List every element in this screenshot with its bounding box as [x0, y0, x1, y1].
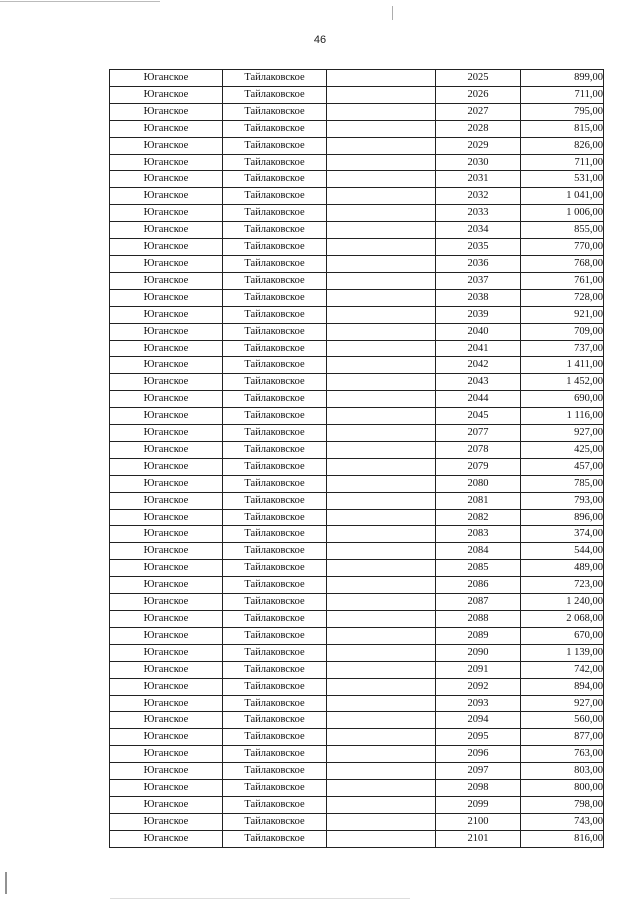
note-cell	[327, 154, 436, 171]
area-cell: 815,00	[521, 120, 604, 137]
note-cell	[327, 509, 436, 526]
table-row	[110, 644, 604, 661]
plot-number-cell: 2027	[436, 103, 521, 120]
area-cell: 2 068,00	[521, 611, 604, 628]
note-cell	[327, 239, 436, 256]
area-cell: 743,00	[521, 813, 604, 830]
table-row	[110, 86, 604, 103]
forestry-cell: Тайлаковское	[223, 458, 327, 475]
plot-number-cell: 2025	[436, 70, 521, 87]
forestry-cell: Тайлаковское	[223, 678, 327, 695]
note-cell	[327, 458, 436, 475]
plot-number-cell: 2099	[436, 796, 521, 813]
note-cell	[327, 492, 436, 509]
region-cell: Юганское	[110, 255, 223, 272]
forestry-cell: Тайлаковское	[223, 560, 327, 577]
region-cell: Юганское	[110, 746, 223, 763]
note-cell	[327, 695, 436, 712]
plot-number-cell: 2098	[436, 780, 521, 797]
region-cell: Юганское	[110, 695, 223, 712]
area-cell: 1 411,00	[521, 357, 604, 374]
plot-number-cell: 2078	[436, 441, 521, 458]
note-cell	[327, 340, 436, 357]
plot-number-cell: 2029	[436, 137, 521, 154]
table-row	[110, 475, 604, 492]
area-cell: 763,00	[521, 746, 604, 763]
region-cell: Юганское	[110, 560, 223, 577]
note-cell	[327, 441, 436, 458]
plot-number-cell: 2082	[436, 509, 521, 526]
forestry-cell: Тайлаковское	[223, 374, 327, 391]
forestry-cell: Тайлаковское	[223, 70, 327, 87]
forestry-cell: Тайлаковское	[223, 205, 327, 222]
region-cell: Юганское	[110, 188, 223, 205]
plot-number-cell: 2040	[436, 323, 521, 340]
forestry-cell: Тайлаковское	[223, 611, 327, 628]
note-cell	[327, 357, 436, 374]
table-row	[110, 813, 604, 830]
note-cell	[327, 408, 436, 425]
forestry-cell: Тайлаковское	[223, 746, 327, 763]
plot-number-cell: 2034	[436, 222, 521, 239]
table-row	[110, 712, 604, 729]
table-row	[110, 458, 604, 475]
plot-number-cell: 2037	[436, 272, 521, 289]
note-cell	[327, 644, 436, 661]
table-row	[110, 543, 604, 560]
table-row	[110, 509, 604, 526]
area-cell: 855,00	[521, 222, 604, 239]
plot-number-cell: 2093	[436, 695, 521, 712]
region-cell: Юганское	[110, 661, 223, 678]
plot-number-cell: 2036	[436, 255, 521, 272]
plot-number-cell: 2028	[436, 120, 521, 137]
region-cell: Юганское	[110, 70, 223, 87]
area-cell: 711,00	[521, 86, 604, 103]
area-cell: 544,00	[521, 543, 604, 560]
region-cell: Юганское	[110, 323, 223, 340]
forestry-cell: Тайлаковское	[223, 475, 327, 492]
note-cell	[327, 70, 436, 87]
table-row	[110, 441, 604, 458]
table-row	[110, 120, 604, 137]
area-cell: 1 139,00	[521, 644, 604, 661]
region-cell: Юганское	[110, 729, 223, 746]
page-number: 46	[313, 34, 327, 46]
table-row	[110, 678, 604, 695]
plot-number-cell: 2097	[436, 763, 521, 780]
region-cell: Юганское	[110, 526, 223, 543]
plot-number-cell: 2043	[436, 374, 521, 391]
table-row	[110, 272, 604, 289]
note-cell	[327, 627, 436, 644]
region-cell: Юганское	[110, 222, 223, 239]
region-cell: Юганское	[110, 408, 223, 425]
area-cell: 425,00	[521, 441, 604, 458]
table-row	[110, 255, 604, 272]
region-cell: Юганское	[110, 441, 223, 458]
region-cell: Юганское	[110, 340, 223, 357]
note-cell	[327, 475, 436, 492]
note-cell	[327, 796, 436, 813]
scan-artifact-left-edge	[5, 872, 7, 894]
note-cell	[327, 526, 436, 543]
region-cell: Юганское	[110, 374, 223, 391]
area-cell: 560,00	[521, 712, 604, 729]
forestry-cell: Тайлаковское	[223, 695, 327, 712]
plot-number-cell: 2101	[436, 830, 521, 847]
area-cell: 670,00	[521, 627, 604, 644]
plot-number-cell: 2092	[436, 678, 521, 695]
plot-number-cell: 2091	[436, 661, 521, 678]
region-cell: Юганское	[110, 391, 223, 408]
plot-number-cell: 2089	[436, 627, 521, 644]
note-cell	[327, 594, 436, 611]
plot-number-cell: 2080	[436, 475, 521, 492]
area-cell: 709,00	[521, 323, 604, 340]
plot-number-cell: 2031	[436, 171, 521, 188]
note-cell	[327, 746, 436, 763]
plot-number-cell: 2032	[436, 188, 521, 205]
region-cell: Юганское	[110, 830, 223, 847]
region-cell: Юганское	[110, 137, 223, 154]
plot-number-cell: 2039	[436, 306, 521, 323]
note-cell	[327, 272, 436, 289]
area-cell: 1 041,00	[521, 188, 604, 205]
region-cell: Юганское	[110, 458, 223, 475]
plot-number-cell: 2038	[436, 289, 521, 306]
table-row	[110, 763, 604, 780]
area-cell: 374,00	[521, 526, 604, 543]
note-cell	[327, 611, 436, 628]
plot-number-cell: 2077	[436, 425, 521, 442]
plot-number-cell: 2041	[436, 340, 521, 357]
region-cell: Юганское	[110, 272, 223, 289]
table-row	[110, 577, 604, 594]
note-cell	[327, 763, 436, 780]
table-row	[110, 796, 604, 813]
table-row	[110, 357, 604, 374]
table-row	[110, 103, 604, 120]
plot-number-cell: 2084	[436, 543, 521, 560]
table-row	[110, 222, 604, 239]
table-row	[110, 323, 604, 340]
note-cell	[327, 729, 436, 746]
note-cell	[327, 813, 436, 830]
region-cell: Юганское	[110, 306, 223, 323]
region-cell: Юганское	[110, 577, 223, 594]
forestry-cell: Тайлаковское	[223, 391, 327, 408]
forestry-cell: Тайлаковское	[223, 661, 327, 678]
area-cell: 737,00	[521, 340, 604, 357]
plot-number-cell: 2083	[436, 526, 521, 543]
plot-number-cell: 2087	[436, 594, 521, 611]
forestry-cell: Тайлаковское	[223, 796, 327, 813]
area-cell: 723,00	[521, 577, 604, 594]
plot-number-cell: 2079	[436, 458, 521, 475]
forestry-cell: Тайлаковское	[223, 780, 327, 797]
area-cell: 489,00	[521, 560, 604, 577]
area-cell: 826,00	[521, 137, 604, 154]
plot-number-cell: 2095	[436, 729, 521, 746]
plot-number-cell: 2042	[436, 357, 521, 374]
table-row	[110, 188, 604, 205]
region-cell: Юганское	[110, 289, 223, 306]
forestry-cell: Тайлаковское	[223, 594, 327, 611]
table-row	[110, 830, 604, 847]
forestry-cell: Тайлаковское	[223, 425, 327, 442]
forestry-cell: Тайлаковское	[223, 171, 327, 188]
area-cell: 927,00	[521, 425, 604, 442]
region-cell: Юганское	[110, 239, 223, 256]
forestry-cell: Тайлаковское	[223, 154, 327, 171]
forestry-cell: Тайлаковское	[223, 441, 327, 458]
note-cell	[327, 830, 436, 847]
area-cell: 1 006,00	[521, 205, 604, 222]
area-cell: 894,00	[521, 678, 604, 695]
forestry-cell: Тайлаковское	[223, 729, 327, 746]
forestry-cell: Тайлаковское	[223, 188, 327, 205]
area-cell: 728,00	[521, 289, 604, 306]
plot-number-cell: 2094	[436, 712, 521, 729]
area-cell: 803,00	[521, 763, 604, 780]
area-cell: 770,00	[521, 239, 604, 256]
note-cell	[327, 103, 436, 120]
scan-artifact-bottom	[110, 898, 410, 899]
forestry-cell: Тайлаковское	[223, 408, 327, 425]
note-cell	[327, 306, 436, 323]
region-cell: Юганское	[110, 813, 223, 830]
forestry-cell: Тайлаковское	[223, 712, 327, 729]
note-cell	[327, 289, 436, 306]
table-row	[110, 408, 604, 425]
region-cell: Юганское	[110, 712, 223, 729]
forestry-cell: Тайлаковское	[223, 627, 327, 644]
note-cell	[327, 86, 436, 103]
forestry-cell: Тайлаковское	[223, 222, 327, 239]
table-row	[110, 661, 604, 678]
region-cell: Юганское	[110, 120, 223, 137]
area-cell: 711,00	[521, 154, 604, 171]
region-cell: Юганское	[110, 509, 223, 526]
area-cell: 793,00	[521, 492, 604, 509]
area-cell: 1 452,00	[521, 374, 604, 391]
plot-number-cell: 2088	[436, 611, 521, 628]
forestry-cell: Тайлаковское	[223, 577, 327, 594]
area-cell: 768,00	[521, 255, 604, 272]
table-row	[110, 627, 604, 644]
note-cell	[327, 188, 436, 205]
scan-artifact-top-left	[0, 1, 160, 2]
region-cell: Юганское	[110, 594, 223, 611]
note-cell	[327, 120, 436, 137]
scan-artifact-top-right	[392, 6, 393, 20]
area-cell: 1 116,00	[521, 408, 604, 425]
note-cell	[327, 661, 436, 678]
area-cell: 798,00	[521, 796, 604, 813]
plot-number-cell: 2096	[436, 746, 521, 763]
area-cell: 899,00	[521, 70, 604, 87]
note-cell	[327, 323, 436, 340]
area-cell: 690,00	[521, 391, 604, 408]
region-cell: Юганское	[110, 103, 223, 120]
plot-number-cell: 2085	[436, 560, 521, 577]
forestry-cell: Тайлаковское	[223, 492, 327, 509]
area-cell: 785,00	[521, 475, 604, 492]
note-cell	[327, 560, 436, 577]
table-row	[110, 560, 604, 577]
plot-number-cell: 2090	[436, 644, 521, 661]
table-row	[110, 526, 604, 543]
note-cell	[327, 678, 436, 695]
area-cell: 927,00	[521, 695, 604, 712]
forestry-cell: Тайлаковское	[223, 103, 327, 120]
note-cell	[327, 374, 436, 391]
forestry-cell: Тайлаковское	[223, 543, 327, 560]
table-row	[110, 746, 604, 763]
table-row	[110, 70, 604, 87]
region-cell: Юганское	[110, 492, 223, 509]
area-cell: 761,00	[521, 272, 604, 289]
note-cell	[327, 543, 436, 560]
region-cell: Юганское	[110, 796, 223, 813]
forestry-cell: Тайлаковское	[223, 255, 327, 272]
note-cell	[327, 425, 436, 442]
table-row	[110, 154, 604, 171]
note-cell	[327, 712, 436, 729]
region-cell: Юганское	[110, 425, 223, 442]
forestry-cell: Тайлаковское	[223, 120, 327, 137]
note-cell	[327, 577, 436, 594]
forestry-cell: Тайлаковское	[223, 340, 327, 357]
area-cell: 921,00	[521, 306, 604, 323]
table-body	[110, 70, 604, 848]
region-cell: Юганское	[110, 627, 223, 644]
plot-number-cell: 2026	[436, 86, 521, 103]
region-cell: Юганское	[110, 780, 223, 797]
plot-number-cell: 2030	[436, 154, 521, 171]
forestry-cell: Тайлаковское	[223, 813, 327, 830]
forestry-cell: Тайлаковское	[223, 306, 327, 323]
area-cell: 795,00	[521, 103, 604, 120]
note-cell	[327, 391, 436, 408]
note-cell	[327, 255, 436, 272]
plot-number-cell: 2081	[436, 492, 521, 509]
table-row	[110, 594, 604, 611]
note-cell	[327, 205, 436, 222]
table-row	[110, 391, 604, 408]
forestry-cell: Тайлаковское	[223, 272, 327, 289]
region-cell: Юганское	[110, 611, 223, 628]
area-cell: 816,00	[521, 830, 604, 847]
area-cell: 531,00	[521, 171, 604, 188]
table-row	[110, 306, 604, 323]
area-cell: 800,00	[521, 780, 604, 797]
region-cell: Юганское	[110, 357, 223, 374]
region-cell: Юганское	[110, 154, 223, 171]
note-cell	[327, 171, 436, 188]
note-cell	[327, 222, 436, 239]
land-plot-table	[109, 69, 604, 848]
plot-number-cell: 2044	[436, 391, 521, 408]
note-cell	[327, 137, 436, 154]
table-row	[110, 492, 604, 509]
region-cell: Юганское	[110, 86, 223, 103]
area-cell: 1 240,00	[521, 594, 604, 611]
forestry-cell: Тайлаковское	[223, 239, 327, 256]
plot-number-cell: 2100	[436, 813, 521, 830]
region-cell: Юганское	[110, 644, 223, 661]
plot-number-cell: 2086	[436, 577, 521, 594]
table-row	[110, 239, 604, 256]
plot-number-cell: 2045	[436, 408, 521, 425]
table-row	[110, 780, 604, 797]
region-cell: Юганское	[110, 205, 223, 222]
area-cell: 877,00	[521, 729, 604, 746]
region-cell: Юганское	[110, 543, 223, 560]
forestry-cell: Тайлаковское	[223, 830, 327, 847]
forestry-cell: Тайлаковское	[223, 509, 327, 526]
table-row	[110, 289, 604, 306]
region-cell: Юганское	[110, 763, 223, 780]
table-row	[110, 205, 604, 222]
table-row	[110, 374, 604, 391]
forestry-cell: Тайлаковское	[223, 763, 327, 780]
region-cell: Юганское	[110, 171, 223, 188]
table-row	[110, 171, 604, 188]
forestry-cell: Тайлаковское	[223, 289, 327, 306]
area-cell: 896,00	[521, 509, 604, 526]
plot-number-cell: 2033	[436, 205, 521, 222]
table-row	[110, 695, 604, 712]
table-row	[110, 729, 604, 746]
table-row	[110, 340, 604, 357]
area-cell: 742,00	[521, 661, 604, 678]
forestry-cell: Тайлаковское	[223, 86, 327, 103]
plot-number-cell: 2035	[436, 239, 521, 256]
forestry-cell: Тайлаковское	[223, 644, 327, 661]
forestry-cell: Тайлаковское	[223, 323, 327, 340]
forestry-cell: Тайлаковское	[223, 526, 327, 543]
region-cell: Юганское	[110, 475, 223, 492]
region-cell: Юганское	[110, 678, 223, 695]
forestry-cell: Тайлаковское	[223, 137, 327, 154]
forestry-cell: Тайлаковское	[223, 357, 327, 374]
area-cell: 457,00	[521, 458, 604, 475]
table-row	[110, 137, 604, 154]
table-row	[110, 425, 604, 442]
table-row	[110, 611, 604, 628]
note-cell	[327, 780, 436, 797]
